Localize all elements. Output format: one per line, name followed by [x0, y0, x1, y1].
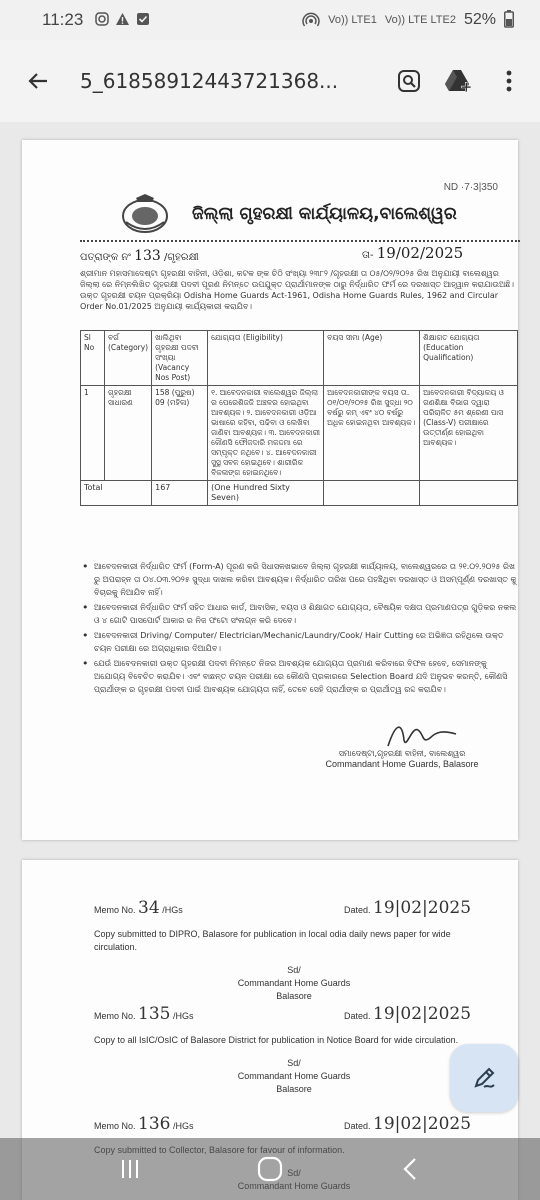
cell-education: ଆବେଦନକାରୀ ବିଦ୍ୟାଳୟ ଓ ଗଣଶିକ୍ଷା ବିଭାଗ ଦ୍ୱାରା ପରିଚାଳିତ ୫ମ ଶ୍ରେଣୀ ପାସ (Class-V) ପରୀକ୍ଷାରେ ଉତ୍ତୀର୍ଣ୍ଣ ହୋଇଥିବା ଆବଶ୍ୟକ।	[420, 386, 518, 481]
app-bar	[0, 40, 540, 122]
list-item: • ଆବେଦନକାରୀ ନିର୍ଦ୍ଧାରିତ ଫର୍ମ ସହିତ ଆଧାର କାର୍ଡ, ଆବାସିକ, ବୟସ ଓ ଶିକ୍ଷାଗତ ଯୋଗ୍ୟତା, ବୈଷୟିକ ଦକ୍ଷତା ପ୍ରମାଣପତ୍ର ଗୁଡ଼ିକର ନକଲ ଓ ୪ ଗୋଟି ପାସପୋର୍ଟ ଆକାର ର ନିଜ ଫଟୋ ସଂଲଗ୍ନ କରି ଦେବେ।	[80, 601, 520, 627]
signature-english: Commandant Home Guards, Balasore	[325, 759, 479, 769]
letter-no-value: 133	[134, 248, 161, 264]
vacancy-table	[80, 330, 518, 506]
memo-date: 19|02|2025	[373, 1004, 472, 1024]
letter-date	[362, 244, 463, 262]
signature-scribble-icon	[382, 720, 462, 750]
arrow-left-icon	[26, 69, 50, 93]
memo-number: 135	[138, 1004, 171, 1024]
memo-label: Memo No.	[94, 905, 136, 915]
np-number: ND ·7·3|350	[443, 182, 498, 193]
memo-suffix: /HGs	[173, 1121, 194, 1131]
letter-prefix: ପତ୍ରାଙ୍କ ନଂ	[80, 252, 131, 263]
date-value: 19/02/2025	[376, 244, 464, 262]
back-button[interactable]	[16, 59, 60, 103]
table-header-row	[81, 331, 518, 386]
total-words: (One Hundred Sixty Seven)	[208, 481, 324, 506]
memo-no	[94, 1114, 344, 1134]
th-category: ବର୍ଗ (Category)	[105, 331, 152, 386]
memo-dated	[344, 898, 471, 918]
home-icon	[257, 1156, 283, 1182]
nav-back-icon	[402, 1157, 418, 1181]
memo-date-label: Dated.	[344, 1121, 371, 1131]
th-education: ଶିକ୍ଷାଗତ ଯୋଗ୍ୟତା (Education Qualification)	[420, 331, 518, 386]
status-bar	[0, 0, 540, 40]
google-lens-button[interactable]	[394, 66, 424, 96]
memo-label: Memo No.	[94, 1011, 136, 1021]
cell-category: ଗୃହରକ୍ଷୀ ସାଧାରଣ	[105, 386, 152, 481]
hotspot-icon	[302, 11, 320, 30]
cell-age: ଆବେଦନକାରୀଙ୍କ ବୟସ ତା. ୦୧/୦୧/୨୦୨୫ ରିଖ ସୁଦ୍ଧା ୨୦ ବର୍ଷରୁ କମ୍ ଏବଂ ୪୦ ବର୍ଷରୁ ଅଧିକ ହୋଇନଥିବା ଆବଶ୍ୟକ।	[324, 386, 420, 481]
nav-back-button[interactable]	[390, 1149, 430, 1189]
table-total-row	[81, 481, 518, 506]
memo-number: 34	[138, 898, 160, 918]
add-to-drive-icon	[445, 68, 473, 94]
memo-date-label: Dated.	[344, 905, 371, 915]
memo-label: Memo No.	[94, 1121, 136, 1131]
total-empty-2	[420, 481, 518, 506]
memo-dated	[344, 1114, 471, 1134]
memo-sig-title: Commandant Home Guards	[237, 1071, 351, 1081]
total-label: Total	[81, 481, 152, 506]
status-notification-icons	[95, 12, 150, 29]
add-to-drive-button[interactable]	[444, 66, 474, 96]
memo-signature	[94, 964, 494, 1003]
memo-head	[94, 898, 494, 918]
signature-block	[322, 748, 482, 770]
th-eligibility: ଯୋଗ୍ୟତା (Eligibility)	[208, 331, 324, 386]
table-row	[81, 386, 518, 481]
memo-dated	[344, 1004, 471, 1024]
letter-suffix: /ଗୃହରକ୍ଷୀ	[163, 252, 199, 263]
intro-paragraph: ଶ୍ରୀମାନ ମହାସମାଦେଷ୍ଟା ଗୃହରକ୍ଷୀ ବାହିନୀ, ଓଡ଼ିଶା, କଟକ ଙ୍କ ଚିଠି ସଂଖ୍ୟା ୨୩୮୨ /ଗୃହରକ୍ଷୀ ତା ୦୫/୦୨/୨୦୨୫ ରିଖ ଅନୁଯାୟୀ ବାଲେଶ୍ୱର ଜିଲ୍ଲା ରେ ନିମ୍ନଲିଖିତ ଗୃହରକ୍ଷୀ ପଦବୀ ପୂରଣ ନିମନ୍ତେ ଉପଯୁକ୍ତ ପ୍ରାର୍ଥୀମାନଙ୍କ ଠାରୁ ନିର୍ଦ୍ଧାରିତ ଫର୍ମ ରେ ଦରଖାସ୍ତ ଆହ୍ୱାନ କରାଯାଉଅଛି। ଉକ୍ତ ଗୃହରକ୍ଷୀ ଚୟନ ପ୍ରକ୍ରିୟା Odisha Home Guards Act-1961, Odisha Home Guards Rules, 1962 and Circular Order No.01/2025 ଅନୁଯାୟୀ କାର୍ଯ୍ୟକାରୀ କରାଯିବ।	[80, 269, 514, 311]
list-item: • ଆବେଦନକାରୀ ନିର୍ଦ୍ଧାରିତ ଫର୍ମ (Form-A) ପୂରଣ କରି ସିଧାସଳଖଭାବେ ଜିଲ୍ଲା ଗୃହରକ୍ଷୀ କାର୍ଯ୍ୟାଳୟ, ବାଲେଶ୍ୱରରେ ତା ୨୧.୦୨.୨୦୨୫ ରିଖ ରୁ ଅପରାହ୍ନ ତା ୦୪.୦୩.୨୦୨୫ ସୁଦ୍ଧା ଦାଖଲ କରିବା ଆବଶ୍ୟକ। ନିର୍ଦ୍ଧାରିତ ତାରିଖ ପରେ ପହଞ୍ଚିଥିବା ଦରଖାସ୍ତ ଓ ଅସମ୍ପୂର୍ଣ୍ଣ ଦରଖାସ୍ତ କୁ ବିଚାରକୁ ନିଆଯିବ ନାହିଁ।	[80, 560, 520, 599]
date-prefix: ତା-	[362, 250, 374, 261]
memo-text: Copy submitted to DIPRO, Balasore for publication in local odia daily news paper for wide circulation.	[94, 929, 451, 952]
office-title: ଜିଲ୍ଲା ଗୃହରକ୍ଷୀ କାର୍ଯ୍ୟାଳୟ,ବାଲେଶ୍ୱର	[192, 204, 457, 224]
memo-sig-place: Balasore	[276, 991, 312, 1001]
memo-sig-title: Commandant Home Guards	[237, 978, 351, 988]
memo-head	[94, 1114, 494, 1134]
memo-suffix: /HGs	[162, 905, 183, 915]
memo-date: 19|02|2025	[373, 898, 472, 918]
more-options-button[interactable]	[494, 66, 524, 96]
nav-recents-button[interactable]	[110, 1149, 150, 1189]
check-box-icon	[136, 12, 150, 29]
memo-number: 136	[138, 1114, 171, 1134]
signal-2-text: Vo)) LTE LTE2	[384, 14, 456, 26]
memo-no	[94, 1004, 344, 1024]
cell-vacancy: 158 (ପୁରୁଷ) 09 (ମହିଳା)	[152, 386, 208, 481]
home-guards-emblem-icon	[118, 192, 172, 236]
google-lens-icon	[397, 69, 421, 93]
file-title: 5_61858912443721368...	[80, 69, 339, 93]
letter-number	[80, 248, 199, 264]
memo-no	[94, 898, 344, 918]
total-value: 167	[152, 481, 208, 506]
cell-sl: 1	[81, 386, 105, 481]
memo-text: Copy to all IsIC/OsIC of Balasore District for publication in Notice Board for wide circulation.	[94, 1035, 459, 1045]
header-divider	[80, 240, 520, 242]
memo-suffix: /HGs	[173, 1011, 194, 1021]
memo-sd: Sd/	[287, 1058, 301, 1068]
memo-signature	[94, 1057, 494, 1096]
warning-icon	[115, 12, 130, 29]
list-item: • ଯେଉଁ ଆବେଦନକାରୀ ଉକ୍ତ ଗୃହରକ୍ଷୀ ପଦବୀ ନିମନ୍ତେ ନିଜର ଆବଶ୍ୟକ ଯୋଗ୍ୟତା ପ୍ରମାଣ କରିବାରେ ବିଫଳ ହେବେ, ସେମାନଙ୍କୁ ଅଯୋଗ୍ୟ ବିବେଚିତ କରାଯିବ। ଏବଂ ବାଛନ୍ତ ଚୟନ ପରୀକ୍ଷା ରେ କୌଣସି ପ୍ରକାରରେ Selection Board ଯଦି ଅନୁଭବ କରନ୍ତି, କୌଣସି ପ୍ରାର୍ଥୀଙ୍କ ର ଗୃହରକ୍ଷୀ ପଦବୀ ପାଇଁ ଆବଶ୍ୟକ ଯୋଗ୍ୟତା ନାହିଁ, ତେବେ ସେହି ପ୍ରାର୍ଥୀଙ୍କ ର ପ୍ରାର୍ଥୀତ୍ୱ ରଦ୍ଦ କରାଯିବ।	[80, 657, 520, 696]
signal-1-text: Vo)) LTE1	[328, 14, 377, 26]
memo-date-label: Dated.	[344, 1011, 371, 1021]
edit-pen-icon	[470, 1064, 498, 1092]
signature-odia: ସମାଦେଷ୍ଟା,ଗୃହରକ୍ଷୀ ବାହିନୀ, ବାଲେଶ୍ୱର	[338, 749, 466, 758]
edit-fab-button[interactable]	[450, 1044, 518, 1112]
app-actions	[394, 66, 524, 96]
instagram-icon	[95, 12, 109, 29]
cell-eligibility: ୧. ଆବେଦନକାରୀ ବାଲେଶ୍ୱର ଜିଲ୍ଲା ର ପେରେଶିଜଜି ଅଞ୍ଚଳର ହୋଇଥିବା ଆବଶ୍ୟକ। ୨. ଆବେଦନକାରୀ ଓଡ଼ିଆ ଭାଷାରେ କହିବା, ପଢିବା ଓ ଲେଖିବା ଜାଣିବା ଆବଶ୍ୟକ। ୩. ଆବେଦନକାରୀ କୌଣସି ଫୌଜଦାରି ମକଦ୍ଦମା ରେ ସମ୍ପୃକ୍ତ ନଥିବେ। ୪. ଆବେଦନକାରୀ ସୁସ୍ଥ ସବଳ ହୋଇଥିବେ। ଶାରୀରିକ ବିକଳାଙ୍ଗ ହୋଇନଥିବେ।	[208, 386, 324, 481]
battery-icon	[504, 10, 514, 31]
list-item: • ଆବେଦନକାରୀ Driving/ Computer/ Electrician/Mechanic/Laundry/Cook/ Hair Cutting ରେ ଅଭିଜ୍ଞତା ରହିଥିଲେ ଉକ୍ତ ଚୟନ ପରୀକ୍ଷା ରେ ଅଗ୍ରାଧିକାର ଦିଆଯିବ।	[80, 629, 520, 655]
status-right	[302, 10, 514, 31]
battery-percent: 52%	[463, 11, 496, 28]
total-empty-1	[324, 481, 420, 506]
th-vacancy: ଖାଲିଥିବା ଗୃହରକ୍ଷୀ ପଦବୀ ସଂଖ୍ୟା (Vacancy Nos Post)	[152, 331, 208, 386]
th-sl: Sl No	[81, 331, 105, 386]
document-page-1[interactable]	[22, 140, 518, 840]
memo-head	[94, 1004, 494, 1024]
status-time: 11:23	[42, 10, 84, 29]
memo-2	[94, 1004, 494, 1096]
more-vert-icon	[506, 70, 512, 92]
nav-home-button[interactable]	[250, 1149, 290, 1189]
memo-sig-place: Balasore	[276, 1084, 312, 1094]
th-age: ବୟସ ସୀମା (Age)	[324, 331, 420, 386]
navigation-bar	[0, 1138, 540, 1200]
recents-icon	[119, 1158, 141, 1180]
memo-date: 19|02|2025	[373, 1114, 472, 1134]
memo-sd: Sd/	[287, 965, 301, 975]
memo-1	[94, 898, 494, 1003]
instructions-list	[80, 560, 520, 698]
